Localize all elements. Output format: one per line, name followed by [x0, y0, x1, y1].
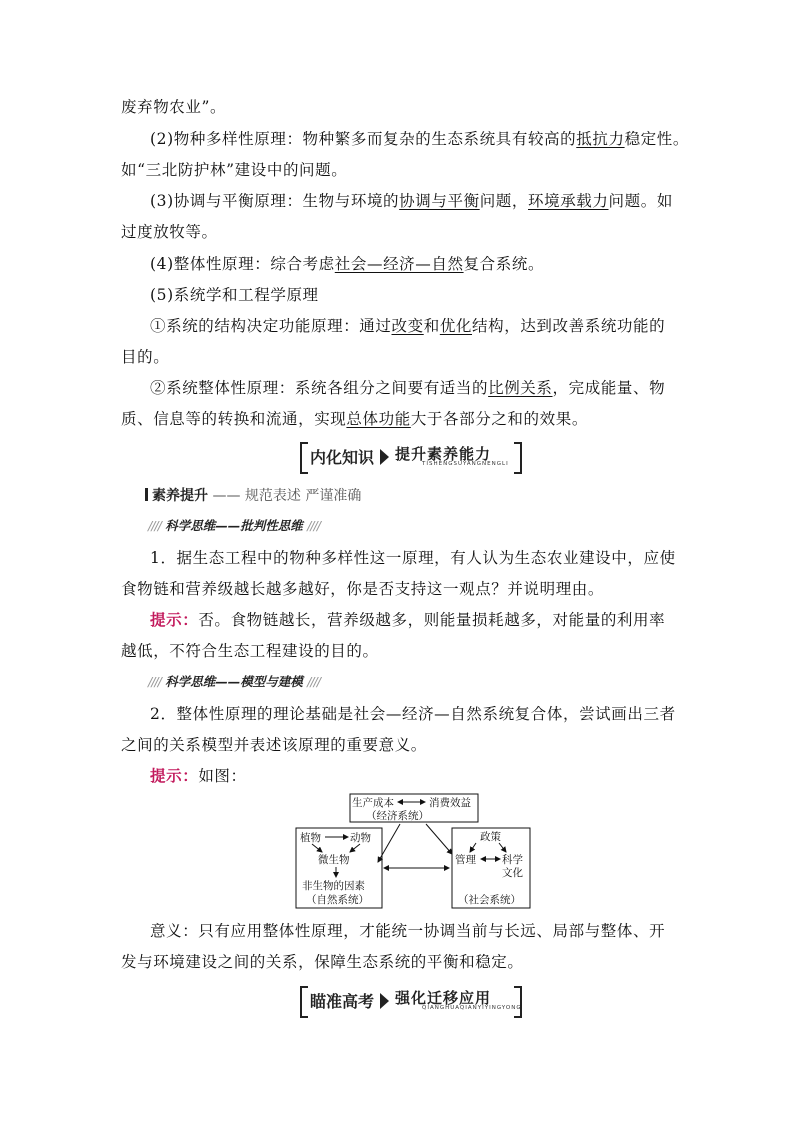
keyword-underlined: 抵抗力 [576, 130, 625, 148]
banner-right-text: 提升素养能力 [395, 445, 492, 463]
economic-item-cost: 生产成本 [352, 797, 394, 809]
natural-item-microbe: 微生物 [318, 854, 350, 866]
natural-item-abiotic: 非生物的因素 [302, 880, 365, 892]
natural-system-label: （自然系统） [306, 894, 369, 906]
principle-3-line-2 [121, 221, 218, 243]
answer-2-line [150, 765, 247, 787]
slash-decor-icon: //// [148, 674, 161, 689]
thinking-title: 科学思维——模型与建模 [165, 674, 303, 689]
bracket-left [300, 442, 308, 474]
text-segment: 目的。 [121, 348, 170, 366]
thinking-heading-modeling [148, 672, 320, 690]
text-segment: ，完成能量、物 [552, 379, 666, 397]
social-item-culture: 文化 [502, 867, 523, 879]
banner-left-text: 瞄准高考 [310, 992, 375, 1011]
slash-decor-icon: //// [148, 518, 161, 533]
answer-1-line-2 [121, 640, 379, 662]
economic-system-label: （经济系统） [366, 810, 429, 822]
banner-left-text: 内化知识 [310, 448, 375, 467]
bracket-left [300, 986, 308, 1018]
principle-3-line-1 [150, 190, 673, 212]
slash-decor-icon: //// [307, 674, 320, 689]
keyword-underlined: 改变 [391, 317, 424, 335]
principle-5b-line-2 [121, 408, 588, 430]
answer-1-line-1 [150, 609, 665, 631]
banner-arrow-icon [380, 993, 389, 1009]
literacy-heading [145, 485, 361, 505]
text-segment: 问题。如 [608, 192, 673, 210]
banner-pinyin: QIANGHUAQIANYIYINGYONG [422, 1005, 522, 1011]
text-segment: 发与环境建设之间的关系，保障生态系统的平衡和稳定。 [121, 953, 524, 971]
text-segment: 结构，达到改善系统功能的 [472, 317, 666, 335]
arrow-icon [499, 843, 506, 852]
text-segment: 大于各部分之和的效果。 [410, 410, 588, 428]
question-2-line-2 [121, 734, 427, 756]
text-segment: 如图： [198, 767, 247, 785]
text-segment: 食物链和营养级越长越多越好，你是否支持这一观点？并说明理由。 [121, 580, 605, 598]
banner-pinyin: TISHENGSUYANGNENGLI [422, 461, 509, 467]
text-segment: 之间的关系模型并表述该原理的重要意义。 [121, 736, 427, 754]
meaning-line-1 [150, 920, 665, 942]
banner-arrow-icon [380, 449, 389, 465]
banner-right-text: 强化迁移应用 [395, 989, 492, 1007]
principle-2-line-2 [121, 159, 347, 181]
hint-label: 提示： [150, 611, 199, 629]
text-segment: 越低，不符合生态工程建设的目的。 [121, 642, 379, 660]
natural-item-plant: 植物 [300, 832, 321, 844]
keyword-underlined: 比例关系 [488, 379, 553, 397]
text-segment: 质、信息等的转换和流通，实现 [121, 410, 347, 428]
text-segment: ②系统整体性原理：系统各组分之间要有适当的 [150, 379, 489, 397]
text-segment: (2)物种多样性原理：物种繁多而复杂的生态系统具有较高的 [150, 130, 577, 148]
literacy-title: 素养提升 [152, 488, 208, 504]
arrow-icon [426, 824, 452, 854]
arrow-icon [470, 843, 476, 852]
text-segment: 意义：只有应用整体性原理，才能统一协调当前与长远、局部与整体、开 [150, 922, 666, 940]
section-banner-internalize [300, 442, 522, 472]
question-2-line-1 [150, 703, 676, 725]
natural-item-animal: 动物 [350, 832, 371, 844]
principle-4-line [150, 253, 544, 275]
arrow-icon [378, 824, 400, 862]
social-item-science: 科学 [502, 854, 523, 866]
system-relationship-diagram [294, 792, 534, 910]
text-segment: 过度放牧等。 [121, 223, 218, 241]
economic-item-benefit: 消费效益 [429, 797, 471, 809]
keyword-underlined: 社会—经济—自然 [334, 255, 464, 273]
social-item-policy: 政策 [480, 831, 501, 843]
social-system-label: （社会系统） [458, 894, 521, 906]
question-1-line-2 [121, 578, 604, 600]
text-segment: 复合系统。 [463, 255, 545, 273]
keyword-underlined: 环境承载力 [528, 192, 609, 210]
bracket-right [514, 986, 522, 1018]
question-1-line-1 [150, 547, 676, 569]
principle-2-line-1 [150, 128, 689, 150]
text-segment: (5)系统学和工程学原理 [150, 286, 319, 304]
principle-5a-line-1 [150, 315, 665, 337]
text-segment: 1．据生态工程中的物种多样性这一原理，有人认为生态农业建设中，应使 [150, 549, 676, 567]
keyword-underlined: 优化 [439, 317, 473, 335]
text-segment: 稳定性。 [624, 130, 689, 148]
text-segment: 和 [423, 317, 440, 335]
principle-5b-line-1 [150, 377, 665, 399]
section-banner-exam [300, 986, 522, 1016]
text-segment: ①系统的结构决定功能原理：通过 [150, 317, 392, 335]
arrow-icon [350, 844, 360, 852]
text-segment: (3)协调与平衡原理：生物与环境的 [150, 192, 400, 210]
text-segment: 2．整体性原理的理论基础是社会—经济—自然系统复合体，尝试画出三者 [150, 705, 676, 723]
keyword-underlined: 总体功能 [346, 410, 411, 428]
social-item-management: 管理 [455, 854, 476, 866]
principle-5-line [150, 284, 319, 306]
text-segment: 如“三北防护林”建设中的问题。 [121, 161, 348, 179]
bracket-right [514, 442, 522, 474]
thinking-heading-critical [148, 516, 320, 534]
slash-decor-icon: //// [307, 518, 320, 533]
hint-label: 提示： [150, 767, 199, 785]
keyword-underlined: 协调与平衡 [399, 192, 480, 210]
arrow-icon [312, 844, 322, 852]
text-line-1 [121, 96, 226, 118]
literacy-desc: —— 规范表述 严谨准确 [212, 488, 362, 504]
principle-5a-line-2 [121, 346, 169, 368]
meaning-line-2 [121, 951, 524, 973]
diagram-svg [294, 792, 534, 910]
text-segment: 问题， [479, 192, 528, 210]
thinking-title: 科学思维——批判性思维 [165, 518, 303, 533]
text-segment: 废弃物农业”。 [121, 98, 227, 116]
text-segment: (4)整体性原理：综合考虑 [150, 255, 335, 273]
heading-bar-icon [145, 488, 148, 501]
text-segment: 否。食物链越长，营养级越多，则能量损耗越多，对能量的利用率 [198, 611, 666, 629]
